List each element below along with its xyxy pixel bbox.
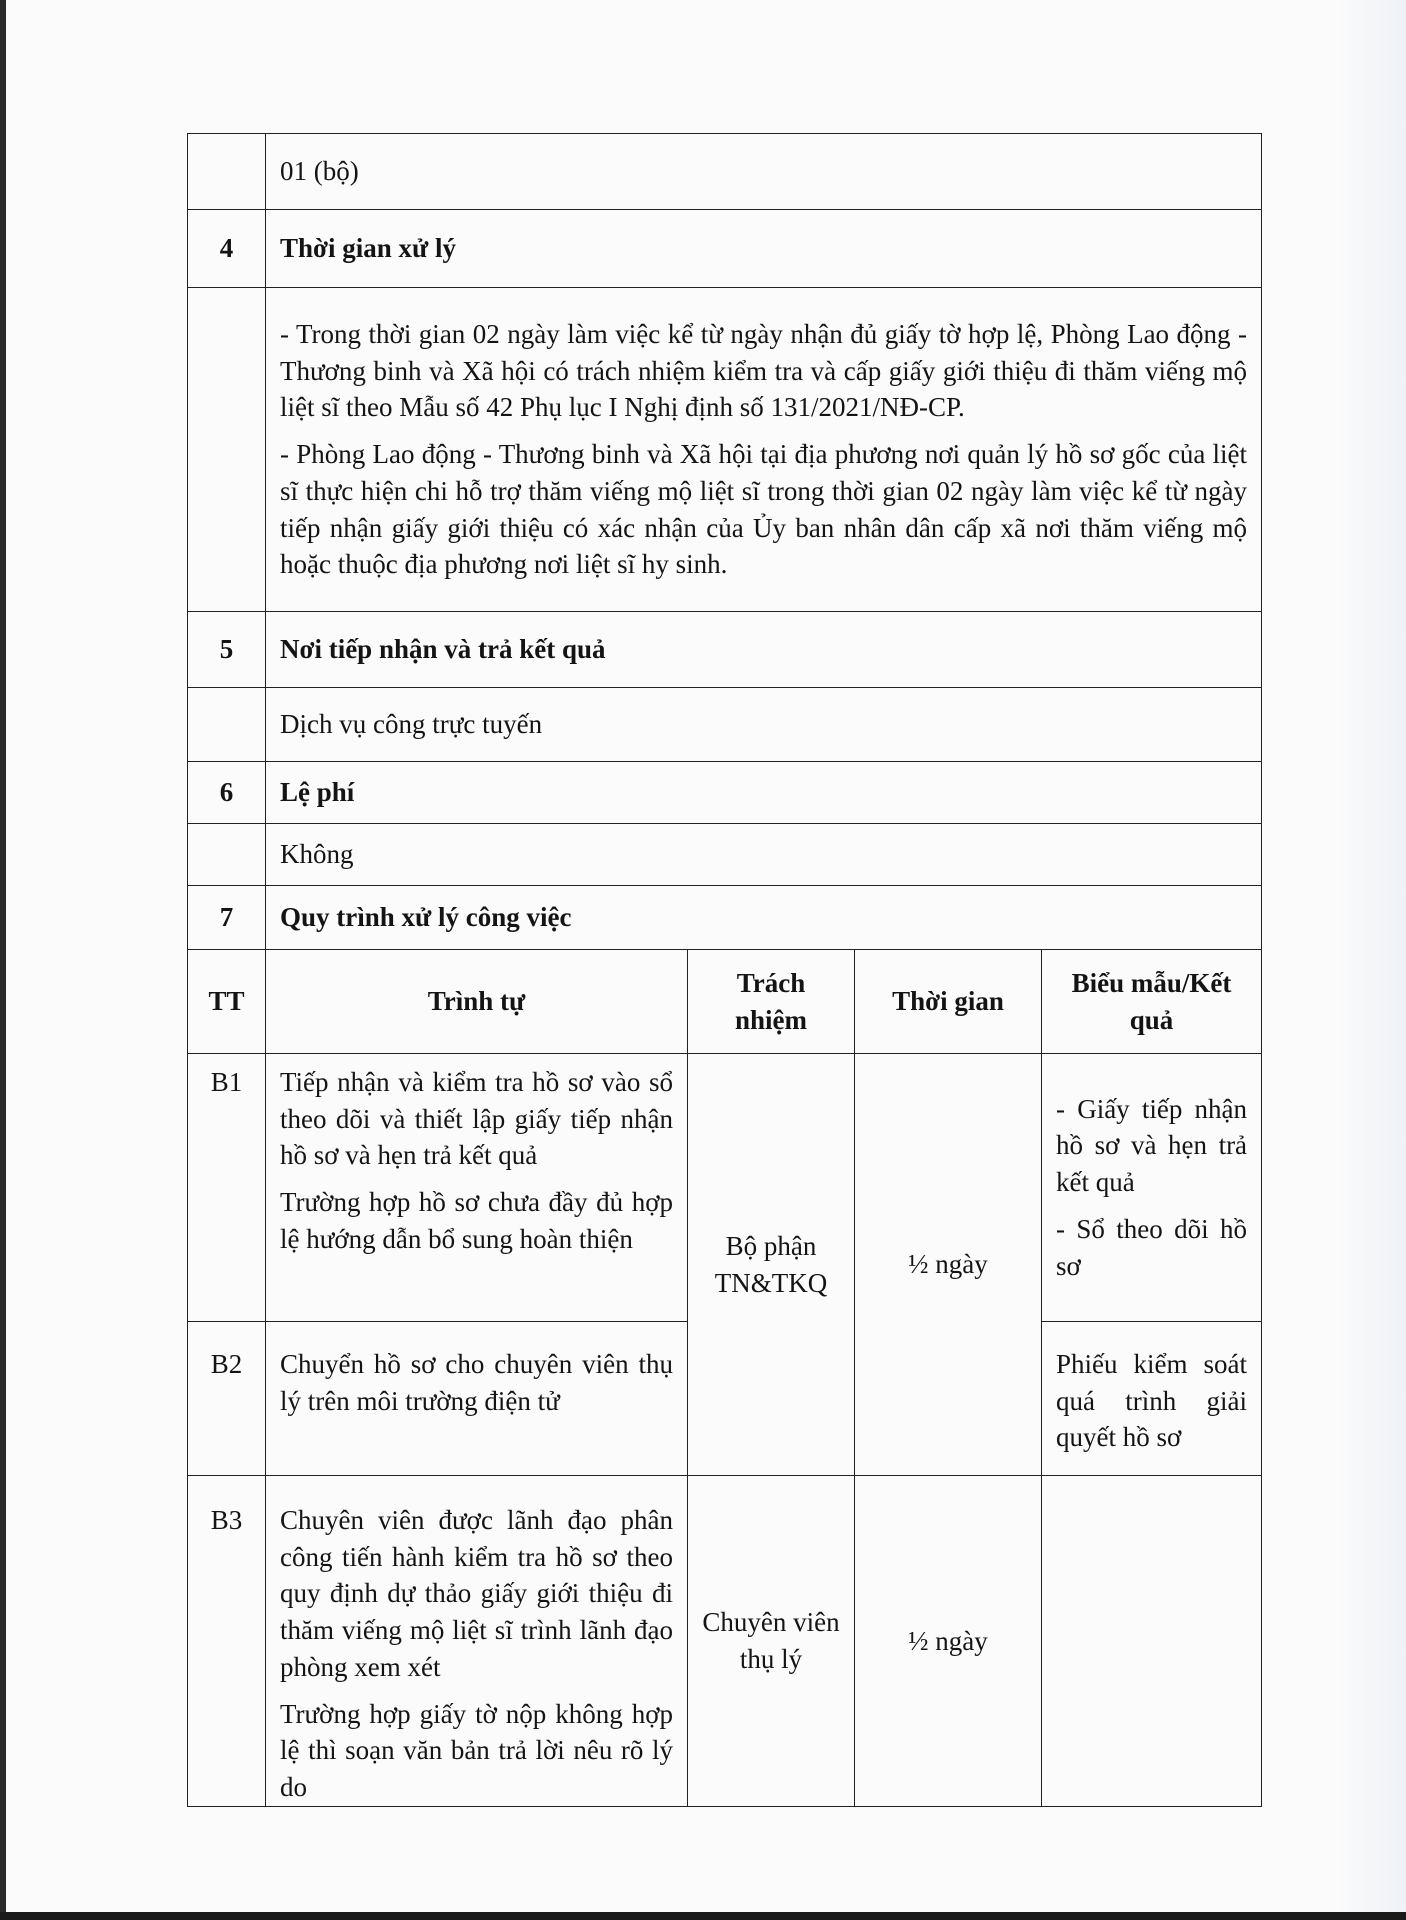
procedure-table <box>187 133 1262 1807</box>
section-6-number: 6 <box>188 762 266 824</box>
header-responsibility: Trách nhiệm <box>688 950 855 1054</box>
section-6-body <box>188 824 1262 886</box>
step-b3-steps <box>266 1476 688 1807</box>
section-5-number: 5 <box>188 612 266 688</box>
header-form: Biểu mẫu/Kết quả <box>1042 950 1262 1054</box>
section-6-title: Lệ phí <box>266 762 1262 824</box>
step-b2-form-text: Phiếu kiểm soát quá trình giải quyết hồ sơ <box>1056 1349 1248 1453</box>
step-b2-tt: B2 <box>188 1322 266 1476</box>
section-7-header <box>188 886 1262 950</box>
section-4-title: Thời gian xử lý <box>266 210 1262 288</box>
scan-border-bottom <box>0 1912 1406 1920</box>
section-5-header <box>188 612 1262 688</box>
section-6-body-num <box>188 824 266 886</box>
step-b1-row <box>188 1054 1262 1322</box>
step-b2-steps <box>266 1322 688 1476</box>
step-b3-responsibility: Chuyên viên thụ lý <box>688 1476 855 1807</box>
section-7-title: Quy trình xử lý công việc <box>266 886 1262 950</box>
step-b3-tt: B3 <box>188 1476 266 1807</box>
step-b3-text-2: Trường hợp giấy tờ nộp không hợp lệ thì soạn văn bản trả lời nêu rõ lý do <box>280 1698 673 1803</box>
section-6-header <box>188 762 1262 824</box>
section-4-paragraph-1: - Trong thời gian 02 ngày làm việc kể từ ngày nhận đủ giấy tờ hợp lệ, Phòng Lao động - Thương binh và Xã hội có trách nhiệm kiểm tra và cấp giấy giới thiệu đi thăm viếng mộ liệt sĩ theo Mẫu số 42 Phụ lục I Nghị định số 131/2021/NĐ-CP. <box>280 318 1248 423</box>
header-time: Thời gian <box>855 950 1042 1054</box>
step-b1-forms <box>1042 1054 1262 1322</box>
step-b2-text-1: Chuyển hồ sơ cho chuyên viên thụ lý trên môi trường điện tử <box>280 1349 673 1416</box>
step-b1-text-1: Tiếp nhận và kiểm tra hồ sơ vào sổ theo dõi và thiết lập giấy tiếp nhận hồ sơ và hẹn trả kết quả <box>280 1067 673 1171</box>
step-b1-form-2: - Sổ theo dõi hồ sơ <box>1056 1213 1248 1281</box>
step-b1-steps <box>266 1054 688 1322</box>
section-4-body-num <box>188 288 266 612</box>
step-b1-b2-responsibility: Bộ phận TN&TKQ <box>688 1054 855 1476</box>
scan-border-left <box>0 0 6 1920</box>
step-b3-time: ½ ngày <box>855 1476 1042 1807</box>
step-b2-form <box>1042 1322 1262 1476</box>
step-b1-form-1: - Giấy tiếp nhận hồ sơ và hẹn trả kết quả <box>1056 1093 1248 1198</box>
section-4-paragraph-2: - Phòng Lao động - Thương binh và Xã hội tại địa phương nơi quản lý hồ sơ gốc của liệt sĩ thực hiện chi hỗ trợ thăm viếng mộ liệt sĩ trong thời gian 02 ngày làm việc kể từ ngày tiếp nhận giấy giới thiệu có xác nhận của Ủy ban nhân dân cấp xã nơi thăm viếng mộ hoặc thuộc địa phương nơi liệt sĩ hy sinh. <box>280 439 1248 580</box>
section-4-number: 4 <box>188 210 266 288</box>
section-7-number: 7 <box>188 886 266 950</box>
amount-row <box>188 134 1262 210</box>
step-b1-tt: B1 <box>188 1054 266 1322</box>
step-b1-text-2: Trường hợp hồ sơ chưa đầy đủ hợp lệ hướng dẫn bổ sung hoàn thiện <box>280 1187 673 1254</box>
header-steps: Trình tự <box>266 950 688 1054</box>
step-b1-b2-time: ½ ngày <box>855 1054 1042 1476</box>
section-5-body <box>188 688 1262 762</box>
step-b3-form <box>1042 1476 1262 1807</box>
section-6-content: Không <box>266 824 1262 886</box>
section-5-title: Nơi tiếp nhận và trả kết quả <box>266 612 1262 688</box>
step-b3-row <box>188 1476 1262 1807</box>
process-header-row <box>188 950 1262 1054</box>
section-5-content: Dịch vụ công trực tuyến <box>266 688 1262 762</box>
section-4-content <box>266 288 1262 612</box>
amount-num-cell <box>188 134 266 210</box>
scan-shadow-right <box>1336 0 1406 1920</box>
step-b3-text-1: Chuyên viên được lãnh đạo phân công tiến hành kiểm tra hồ sơ theo quy định dự thảo giấy giới thiệu đi thăm viếng mộ liệt sĩ trình lãnh đạo phòng xem xét <box>280 1505 673 1682</box>
amount-value: 01 (bộ) <box>266 134 1262 210</box>
section-4-body <box>188 288 1262 612</box>
section-4-header <box>188 210 1262 288</box>
section-5-body-num <box>188 688 266 762</box>
header-tt: TT <box>188 950 266 1054</box>
